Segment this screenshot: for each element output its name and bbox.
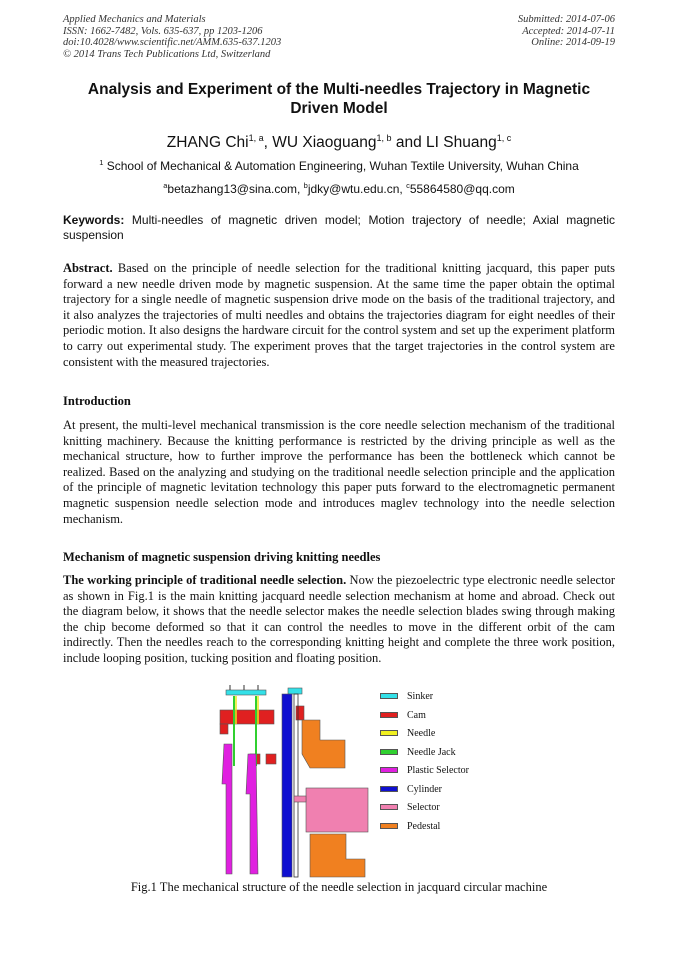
legend-label: Pedestal — [407, 820, 441, 832]
legend-swatch — [380, 823, 398, 829]
author-name: ZHANG Chi — [166, 134, 249, 152]
legend-swatch — [380, 786, 398, 792]
cam-shape — [220, 710, 274, 724]
email-mark: a — [163, 181, 168, 190]
selector-shape — [294, 796, 306, 802]
section-heading-introduction: Introduction — [63, 394, 131, 408]
legend-label: Cylinder — [407, 783, 442, 795]
keywords — [63, 213, 615, 242]
mechanism-drawing — [210, 684, 380, 879]
affiliation-text: School of Mechanical & Automation Engineering, Wuhan Textile University, Wuhan China — [103, 159, 579, 173]
abstract — [63, 261, 615, 370]
sinker-shape — [226, 690, 266, 695]
author-separator: , — [263, 134, 273, 152]
section-heading-mechanism: Mechanism of magnetic suspension driving knitting needles — [63, 550, 381, 564]
issn-line: ISSN: 1662-7482, Vols. 635-637, pp 1203-1206 — [63, 25, 263, 37]
cam-shape — [296, 706, 304, 720]
legend-label: Plastic Selector — [407, 765, 469, 776]
email-mark: b — [303, 181, 308, 190]
affiliation-mark: 1 — [99, 158, 104, 167]
legend-swatch — [380, 712, 398, 718]
copyright-line: © 2014 Trans Tech Publications Ltd, Switzerland — [63, 48, 271, 60]
journal-header-left — [63, 14, 281, 60]
mechanism-text: Now the piezoelectric type electronic needle selector as shown in Fig.1 is the main knitting jacquard needle selection mechanism at home and abroad. Check out the diagram below, it shows that the needle selector makes the needle selection blades swing through making the chip become deformed so that it can control the needles to move in the different orbit of the cam indirectly. Then the needles reach to the corresponding knitting height and complete the three work position, include looping position, tucking position and floating position. — [63, 573, 615, 665]
sinker-shape — [288, 688, 302, 694]
paper-title: Analysis and Experiment of the Multi-needles Trajectory in Magnetic Driven Model — [87, 81, 591, 117]
selector-shape — [306, 788, 368, 832]
figure-1 — [210, 684, 480, 879]
plastic-selector-shape — [222, 744, 232, 874]
legend-swatch — [380, 804, 398, 810]
cylinder-edge — [294, 694, 298, 877]
figure-caption: Fig.1 The mechanical structure of the needle selection in jacquard circular machine — [130, 880, 548, 894]
email-link[interactable]: jdky@wtu.edu.cn, — [307, 182, 407, 196]
journal-name: Applied Mechanics and Materials — [63, 14, 206, 25]
author-name: LI Shuang — [426, 134, 497, 152]
legend-label: Needle — [407, 728, 436, 739]
email-mark: c — [406, 181, 410, 190]
legend-label: Needle Jack — [407, 746, 456, 758]
submitted-date: Submitted: 2014-07-06 — [517, 14, 615, 25]
author-separator: and — [391, 134, 427, 152]
legend-label: Sinker — [407, 691, 434, 702]
pedestal-shape — [310, 834, 365, 877]
author-affiliation-mark: 1, b — [376, 133, 392, 143]
legend-swatch — [380, 767, 398, 773]
subsection-runin-heading: The working principle of traditional needle selection. — [63, 573, 347, 587]
mechanism-paragraph — [63, 573, 615, 667]
email-link[interactable]: betazhang13@sina.com, — [167, 182, 304, 196]
cam-shape — [266, 754, 276, 764]
author-list — [63, 128, 615, 153]
keywords-text: Multi-needles of magnetic driven model; Motion trajectory of needle; Axial magnetic suspension — [63, 213, 615, 242]
online-date: Online: 2014-09-19 — [531, 37, 615, 49]
abstract-text: Based on the principle of needle selection for the traditional knitting jacquard, this paper puts forward a new needle driven mode by magnetic suspension. At the same time the paper obtain the optimal trajectory for a single needle of magnetic suspension drive mode on the basis of the traditional trajectory, and it also analyzes the trajectories of multi needles and obtains the trajectories diagram for eight needles of their periodic motion. It also designs the hardware circuit for the control system and set up the experiment platform to carry out experimental study. The experiment proves that the target trajectories in the control system are consistent with the measured trajectories. — [63, 261, 615, 369]
cam-shape — [220, 724, 228, 734]
journal-header-right — [518, 14, 615, 49]
legend-label: Selector — [407, 802, 440, 813]
affiliation — [63, 155, 615, 174]
legend-swatch — [380, 693, 398, 699]
author-affiliation-mark: 1, c — [496, 133, 512, 143]
email-link[interactable]: 55864580@qq.com — [409, 182, 515, 196]
cylinder-shape — [282, 694, 292, 877]
introduction-paragraph: At present, the multi-level mechanical transmission is the core needle selection mechanism of the traditional knitting machinery. Because the knitting performance is restricted by the driving principle as well as the mechanical structure, how to further improve the performance has been the bottleneck which cannot be realized. Based on the analyzing and studying on the traditional needle selection principle and the application of the principle of magnetic levitation technology this paper puts forward to the electromagnetic permanent magnetic suspension needle selection mode and introduces maglev technology into the needle selection mechanism. — [63, 418, 615, 526]
accepted-date: Accepted: 2014-07-11 — [522, 25, 615, 37]
legend-swatch — [380, 749, 398, 755]
author-affiliation-mark: 1, a — [248, 133, 264, 143]
author-name: WU Xiaoguang — [272, 134, 377, 152]
pedestal-shape — [302, 720, 345, 768]
author-emails — [63, 178, 615, 197]
doi-line: doi:10.4028/www.scientific.net/AMM.635-637.1203 — [63, 37, 282, 49]
legend-label: Cam — [407, 709, 426, 721]
legend-swatch — [380, 730, 398, 736]
abstract-label: Abstract. — [63, 261, 113, 275]
keywords-label: Keywords: — [63, 213, 125, 227]
plastic-selector-shape — [246, 754, 258, 874]
